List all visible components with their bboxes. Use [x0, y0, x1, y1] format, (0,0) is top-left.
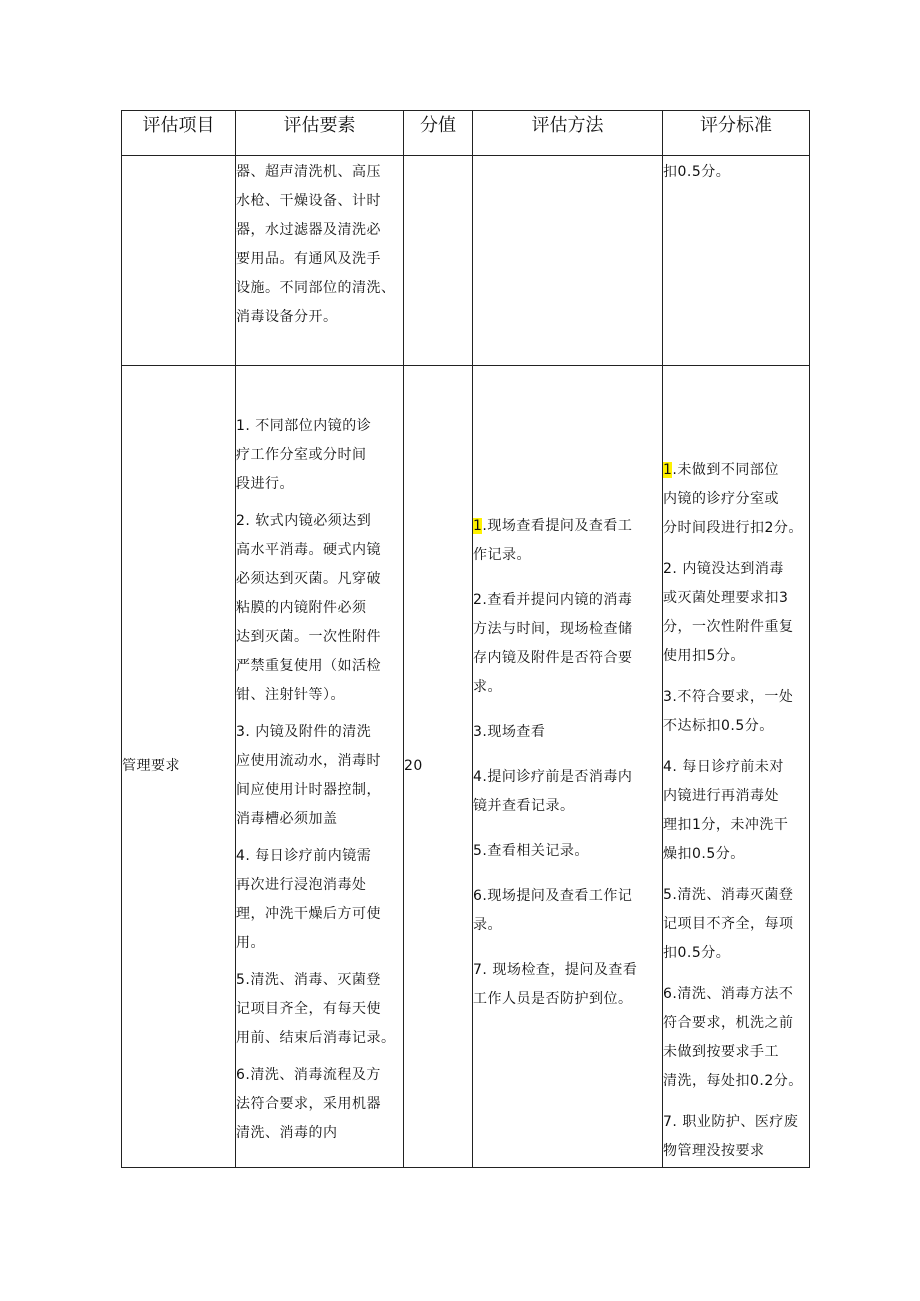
text-line — [663, 555, 809, 584]
methods-paragraph — [473, 512, 662, 570]
text-span: .清洗、消毒方法不 — [672, 986, 794, 1002]
header-elements: 评估要素 — [236, 111, 404, 156]
text-line — [473, 763, 662, 792]
text-line — [473, 956, 662, 985]
row1-elements — [236, 156, 404, 366]
text-line: 5.清洗、消毒、灭菌登 — [236, 972, 381, 988]
methods-number: 2 — [473, 592, 483, 608]
text-line: 器，水过滤器及清洗必 — [236, 222, 381, 238]
methods-paragraph — [473, 763, 662, 821]
text-line: 符合要求，机洗之前 — [663, 1015, 794, 1031]
text-span: .查看相关记录。 — [482, 843, 589, 859]
element-paragraph — [236, 412, 403, 499]
text-line: 钳、注射针等）。 — [236, 687, 345, 703]
text-line: 用前、结束后消毒记录。 — [236, 1030, 396, 1046]
text-line: 求。 — [473, 679, 502, 695]
text-line: 分，一次性附件重复 — [663, 619, 794, 635]
text-line: 物管理没按要求 — [663, 1143, 765, 1159]
text-line: 法符合要求，采用机器 — [236, 1096, 381, 1112]
text-line: 必须达到灭菌。凡穿破 — [236, 571, 381, 587]
text-line: 扣0.5分。 — [663, 945, 731, 961]
text-line: 分时间段进行扣2分。 — [663, 520, 803, 536]
text-line: 理，冲洗干燥后方可使 — [236, 906, 381, 922]
methods-paragraph — [473, 718, 662, 747]
text-line — [473, 837, 662, 866]
text-line: 3. 内镜及附件的清洗 — [236, 724, 372, 740]
text-line — [663, 980, 809, 1009]
text-line: 再次进行浸泡消毒处 — [236, 877, 367, 893]
row2-method — [473, 366, 663, 1168]
standards-number: 6 — [663, 986, 673, 1002]
methods-number: 4 — [473, 769, 483, 785]
row2-score — [404, 366, 473, 1168]
text-line: 消毒槽必须加盖 — [236, 811, 338, 827]
standards-paragraph — [663, 683, 809, 741]
element-paragraph — [236, 718, 403, 834]
text-line — [473, 718, 662, 747]
text-line: 清洗，每处扣0.2分。 — [663, 1073, 803, 1089]
row1-item — [122, 156, 236, 366]
header-item: 评估项目 — [122, 111, 236, 156]
methods-number: 3 — [473, 724, 483, 740]
text-line: 用。 — [236, 935, 265, 951]
text-line: 使用扣5分。 — [663, 648, 745, 664]
text-line: 记项目齐全，有每天使 — [236, 1001, 381, 1017]
text-line: 作记录。 — [473, 547, 531, 563]
text-span: . 职业防护、医疗废 — [672, 1114, 799, 1130]
row2-standard — [663, 366, 810, 1168]
text-line: 要用品。有通风及洗手 — [236, 251, 381, 267]
row2-elements — [236, 366, 404, 1168]
table-row — [122, 156, 810, 366]
text-line: 镜并查看记录。 — [473, 798, 575, 814]
text-line: 不达标扣0.5分。 — [663, 718, 774, 734]
text-line: 4. 每日诊疗前内镜需 — [236, 848, 372, 864]
methods-paragraph — [473, 882, 662, 940]
methods-paragraph — [473, 586, 662, 702]
text-line: 内镜进行再消毒处 — [663, 788, 779, 804]
row1-method — [473, 156, 663, 366]
text-line: 应使用流动水，消毒时 — [236, 753, 381, 769]
text-line: 间应使用计时器控制， — [236, 782, 381, 798]
header-method: 评估方法 — [473, 111, 663, 156]
text-line: 内镜的诊疗分室或 — [663, 491, 779, 507]
methods-number: 7 — [473, 962, 483, 978]
text-span: . 每日诊疗前未对 — [672, 759, 784, 775]
standards-paragraph — [663, 980, 809, 1096]
standards-number: 5 — [663, 887, 673, 903]
standards-paragraph — [663, 881, 809, 968]
standards-paragraph — [663, 1108, 809, 1166]
text-line: 6.清洗、消毒流程及方 — [236, 1067, 381, 1083]
standards-number: 7 — [663, 1114, 673, 1130]
header-standard: 评分标准 — [663, 111, 810, 156]
standards-number: 2 — [663, 561, 673, 577]
text-line: 消毒设备分开。 — [236, 309, 338, 325]
text-line — [663, 456, 809, 485]
text-line: 清洗、消毒的内 — [236, 1125, 338, 1141]
text-line: 录。 — [473, 917, 502, 933]
text-line: 未做到按要求手工 — [663, 1044, 779, 1060]
text-line: 器、超声清洗机、高压 — [236, 164, 381, 180]
table-header-row — [122, 111, 810, 156]
text-line: 工作人员是否防护到位。 — [473, 991, 633, 1007]
methods-number: 5 — [473, 843, 483, 859]
text-line — [663, 753, 809, 782]
element-paragraph — [236, 1061, 403, 1148]
text-span: .现场提问及查看工作记 — [482, 888, 633, 904]
text-line: 燥扣0.5分。 — [663, 846, 745, 862]
element-paragraph — [236, 966, 403, 1053]
text-line — [473, 882, 662, 911]
standards-paragraph — [663, 753, 809, 869]
row2-item-text: 管理要求 — [122, 758, 180, 774]
text-line — [473, 512, 662, 541]
standards-number: 1 — [663, 462, 673, 478]
text-line — [663, 881, 809, 910]
text-span: . 现场检查，提问及查看 — [482, 962, 638, 978]
table-row — [122, 366, 810, 1168]
text-span: .现场查看 — [482, 724, 546, 740]
element-paragraph — [236, 507, 403, 710]
standards-paragraph — [663, 555, 809, 671]
text-line — [663, 683, 809, 712]
row2-item — [122, 366, 236, 1168]
text-span: .不符合要求，一处 — [672, 689, 794, 705]
text-line: 理扣1分，未冲洗干 — [663, 817, 789, 833]
text-span: . 内镜没达到消毒 — [672, 561, 784, 577]
text-span: .现场查看提问及查看工 — [482, 518, 633, 534]
methods-number: 1 — [473, 518, 483, 534]
text-line: 设施。不同部位的清洗、 — [236, 280, 396, 296]
text-line: 方法与时间，现场检查储 — [473, 621, 633, 637]
text-line: 段进行。 — [236, 476, 294, 492]
text-line — [663, 1108, 809, 1137]
row1-standard — [663, 156, 810, 366]
evaluation-table — [121, 110, 810, 1168]
text-line: 粘膜的内镜附件必须 — [236, 600, 367, 616]
header-score: 分值 — [404, 111, 473, 156]
text-line: 记项目不齐全，每项 — [663, 916, 794, 932]
row1-standard-text: 扣0.5分。 — [663, 164, 731, 180]
text-line: 达到灭菌。一次性附件 — [236, 629, 381, 645]
text-line: 疗工作分室或分时间 — [236, 447, 367, 463]
text-span: .未做到不同部位 — [672, 462, 779, 478]
text-span: .查看并提问内镜的消毒 — [482, 592, 633, 608]
standards-number: 4 — [663, 759, 673, 775]
row2-score-text: 20 — [404, 758, 423, 774]
text-line: 高水平消毒。硬式内镜 — [236, 542, 381, 558]
text-line: 严禁重复使用（如活检 — [236, 658, 381, 674]
standards-paragraph — [663, 456, 809, 543]
text-line: 2. 软式内镜必须达到 — [236, 513, 372, 529]
row1-score — [404, 156, 473, 366]
text-span: .清洗、消毒灭菌登 — [672, 887, 794, 903]
standards-number: 3 — [663, 689, 673, 705]
text-line: 存内镜及附件是否符合要 — [473, 650, 633, 666]
text-line: 或灭菌处理要求扣3 — [663, 590, 789, 606]
element-paragraph — [236, 842, 403, 958]
methods-paragraph — [473, 956, 662, 1014]
text-line: 1. 不同部位内镜的诊 — [236, 418, 372, 434]
methods-paragraph — [473, 837, 662, 866]
text-span: .提问诊疗前是否消毒内 — [482, 769, 633, 785]
methods-number: 6 — [473, 888, 483, 904]
text-line: 水枪、干燥设备、计时 — [236, 193, 381, 209]
text-line — [473, 586, 662, 615]
